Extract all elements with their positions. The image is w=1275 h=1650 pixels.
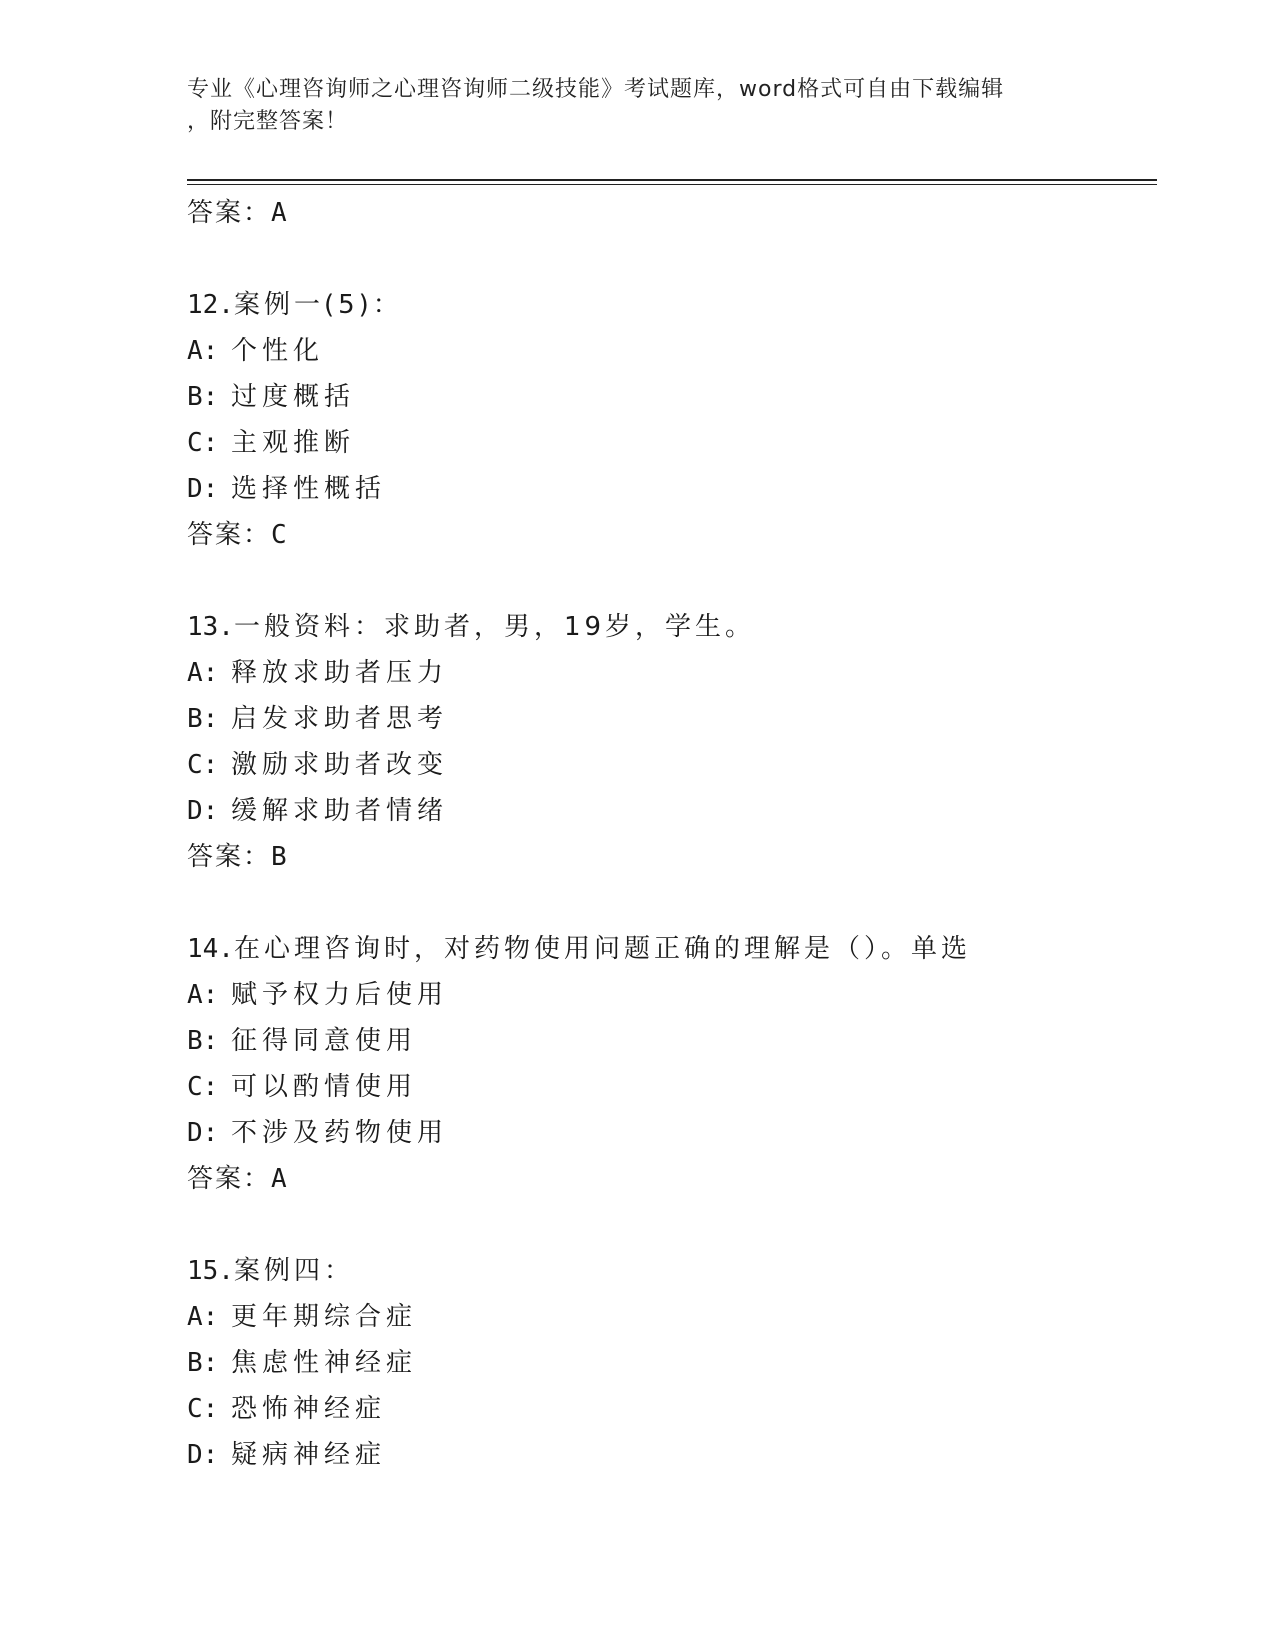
- option-text: 激励求助者改变: [231, 750, 449, 780]
- option-text: 焦虑性神经症: [231, 1348, 418, 1378]
- answer-value: B: [271, 842, 287, 872]
- header-line-1: 专业《心理咨询师之心理咨询师二级技能》考试题库，word格式可自由下载编辑: [187, 77, 1005, 102]
- question-text: 在心理咨询时，对药物使用问题正确的理解是（）。单选: [233, 934, 971, 964]
- option-c: [187, 742, 1147, 788]
- option-d: [187, 788, 1147, 834]
- option-letter: B:: [187, 704, 219, 734]
- question-number: 13.: [187, 612, 234, 642]
- option-letter: C:: [187, 1394, 219, 1424]
- option-letter: D:: [187, 1440, 219, 1470]
- header-line-2: ，附完整答案！: [187, 109, 349, 134]
- answer-label: 答案：: [187, 520, 272, 550]
- question-stem: [187, 282, 1147, 328]
- option-b: [187, 1340, 1147, 1386]
- question-text: 一般资料：求助者，男，19岁，学生。: [233, 612, 756, 642]
- option-letter: A:: [187, 658, 219, 688]
- option-d: [187, 466, 1147, 512]
- question-list: [187, 190, 1147, 1478]
- answer-label: 答案：: [187, 1164, 272, 1194]
- option-a: [187, 1294, 1147, 1340]
- header-divider-thick: [187, 179, 1157, 181]
- option-text: 疑病神经症: [231, 1440, 387, 1470]
- option-text: 启发求助者思考: [231, 704, 449, 734]
- option-text: 不涉及药物使用: [231, 1118, 449, 1148]
- question-text: 案例四：: [233, 1256, 354, 1286]
- answer-line: [187, 1156, 1147, 1202]
- answer-label: 答案：: [187, 842, 272, 872]
- option-letter: C:: [187, 750, 219, 780]
- option-c: [187, 1386, 1147, 1432]
- option-a: [187, 650, 1147, 696]
- option-text: 更年期综合症: [231, 1302, 418, 1332]
- option-text: 恐怖神经症: [231, 1394, 387, 1424]
- question-block: [187, 282, 1147, 558]
- question-stem: [187, 1248, 1147, 1294]
- option-letter: C:: [187, 428, 219, 458]
- option-c: [187, 420, 1147, 466]
- question-text: 案例一(5)：: [233, 290, 403, 320]
- option-text: 释放求助者压力: [231, 658, 449, 688]
- option-text: 过度概括: [231, 382, 356, 412]
- option-letter: D:: [187, 796, 219, 826]
- option-letter: D:: [187, 474, 219, 504]
- option-a: [187, 972, 1147, 1018]
- option-letter: A:: [187, 1302, 219, 1332]
- option-text: 主观推断: [231, 428, 356, 458]
- option-text: 选择性概括: [231, 474, 387, 504]
- option-b: [187, 374, 1147, 420]
- question-stem: [187, 604, 1147, 650]
- option-b: [187, 696, 1147, 742]
- option-text: 赋予权力后使用: [231, 980, 449, 1010]
- question-number: 12.: [187, 290, 234, 320]
- question-block: [187, 926, 1147, 1202]
- option-text: 缓解求助者情绪: [231, 796, 449, 826]
- option-d: [187, 1110, 1147, 1156]
- answer-line: [187, 834, 1147, 880]
- option-letter: C:: [187, 1072, 219, 1102]
- answer-value: A: [271, 198, 287, 228]
- option-letter: B:: [187, 1026, 219, 1056]
- answer-value: C: [271, 520, 287, 550]
- option-text: 征得同意使用: [231, 1026, 418, 1056]
- option-letter: A:: [187, 980, 219, 1010]
- answer-line: [187, 190, 1147, 236]
- option-text: 个性化: [231, 336, 325, 366]
- option-text: 可以酌情使用: [231, 1072, 418, 1102]
- option-letter: B:: [187, 382, 219, 412]
- question-block: [187, 1248, 1147, 1478]
- header-divider-thin: [187, 184, 1157, 185]
- answer-line: [187, 512, 1147, 558]
- question-stem: [187, 926, 1147, 972]
- answer-value: A: [271, 1164, 287, 1194]
- question-block: [187, 604, 1147, 880]
- option-d: [187, 1432, 1147, 1478]
- option-letter: B:: [187, 1348, 219, 1378]
- answer-label: 答案：: [187, 198, 272, 228]
- option-letter: A:: [187, 336, 219, 366]
- option-c: [187, 1064, 1147, 1110]
- question-number: 15.: [187, 1256, 234, 1286]
- question-number: 14.: [187, 934, 234, 964]
- option-a: [187, 328, 1147, 374]
- document-header: [187, 74, 1067, 138]
- option-b: [187, 1018, 1147, 1064]
- option-letter: D:: [187, 1118, 219, 1148]
